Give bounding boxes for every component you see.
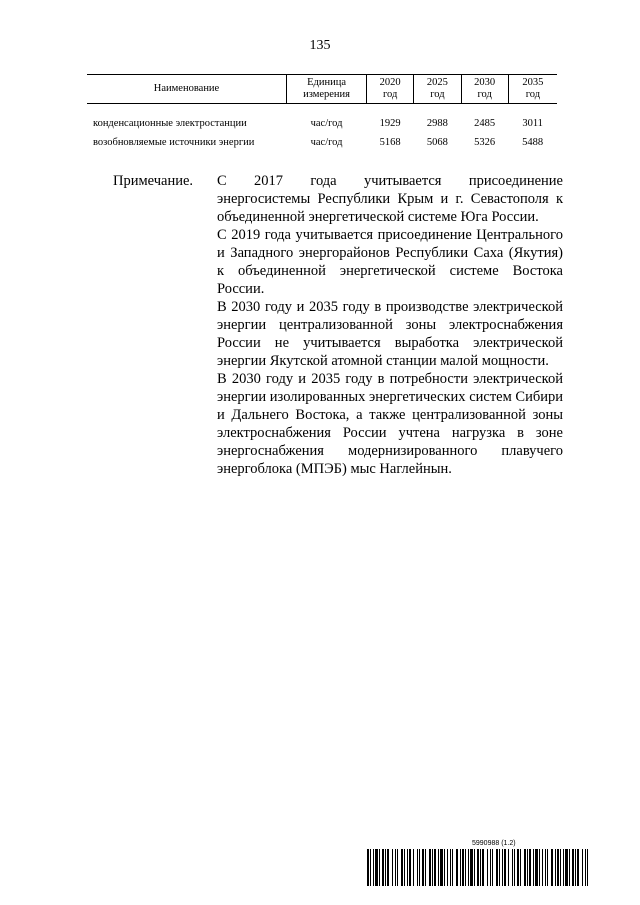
note-label: Примечание. [113,173,194,189]
header-unit [287,75,367,104]
table-header-row [87,75,557,104]
row-value-2030: 2485 [474,118,496,129]
note-body [217,172,563,478]
header-2030 [461,75,508,104]
header-2030-word: год [477,89,492,100]
row-value-2035: 3011 [522,118,543,129]
page-number: 135 [309,38,331,53]
table-row [87,133,557,152]
note-paragraph: В 2030 году и 2035 году в производстве электрической энергии централизованной зоны электроснабжения России не учитывается выработка электрической энергии Якутской атомной станции малой мощности. [217,299,563,369]
row-name: возобновляемые источники энергии [93,137,255,148]
row-value-2035: 5488 [522,137,544,148]
header-unit-line2: измерения [303,89,350,100]
row-name: конденсационные электростанции [93,118,247,129]
row-value-2025: 2988 [426,118,448,129]
row-value-2020: 5168 [379,137,401,148]
note-paragraph: В 2030 году и 2035 году в потребности электрической энергии изолированных энергетических систем Сибири и Дальнего Востока, а также централизованной зоны электроснабжения России учтена нагрузка в зоне энергоснабжения модернизированного плавучего энергоблока (МПЭБ) мыс Наглейнын. [217,371,563,477]
header-name: Наименование [87,75,287,104]
table-row [87,114,557,133]
header-2025-year: 2025 [426,77,448,88]
row-value-2030: 5326 [474,137,496,148]
note-paragraph: С 2019 года учитывается присоединение Центрального и Западного энергорайонов Республики Саха (Якутия) к объединенной энергетической системе Востока России. [217,227,563,297]
barcode-bars [367,849,589,886]
header-unit-line1: Единица [307,77,346,88]
note-paragraph: С 2017 года учитывается присоединение энергосистемы Республики Крым и г. Севастополя к объединенной энергетической системе Юга России. [217,173,563,225]
row-value-2020: 1929 [379,118,401,129]
document-barcode [367,840,589,886]
header-2035-year: 2035 [522,77,544,88]
header-2025 [414,75,461,104]
row-unit: час/год [310,118,343,129]
header-2020-word: год [383,89,398,100]
header-2035-word: год [525,89,541,100]
row-value-2025: 5068 [426,137,448,148]
header-2020-year: 2020 [379,77,401,88]
row-unit: час/год [310,137,343,148]
data-table [87,74,557,152]
header-2035 [508,75,557,104]
header-2030-year: 2030 [474,77,496,88]
barcode-number: 5990988 (1.2) [472,840,516,847]
header-2025-word: год [430,89,445,100]
header-2020 [367,75,414,104]
